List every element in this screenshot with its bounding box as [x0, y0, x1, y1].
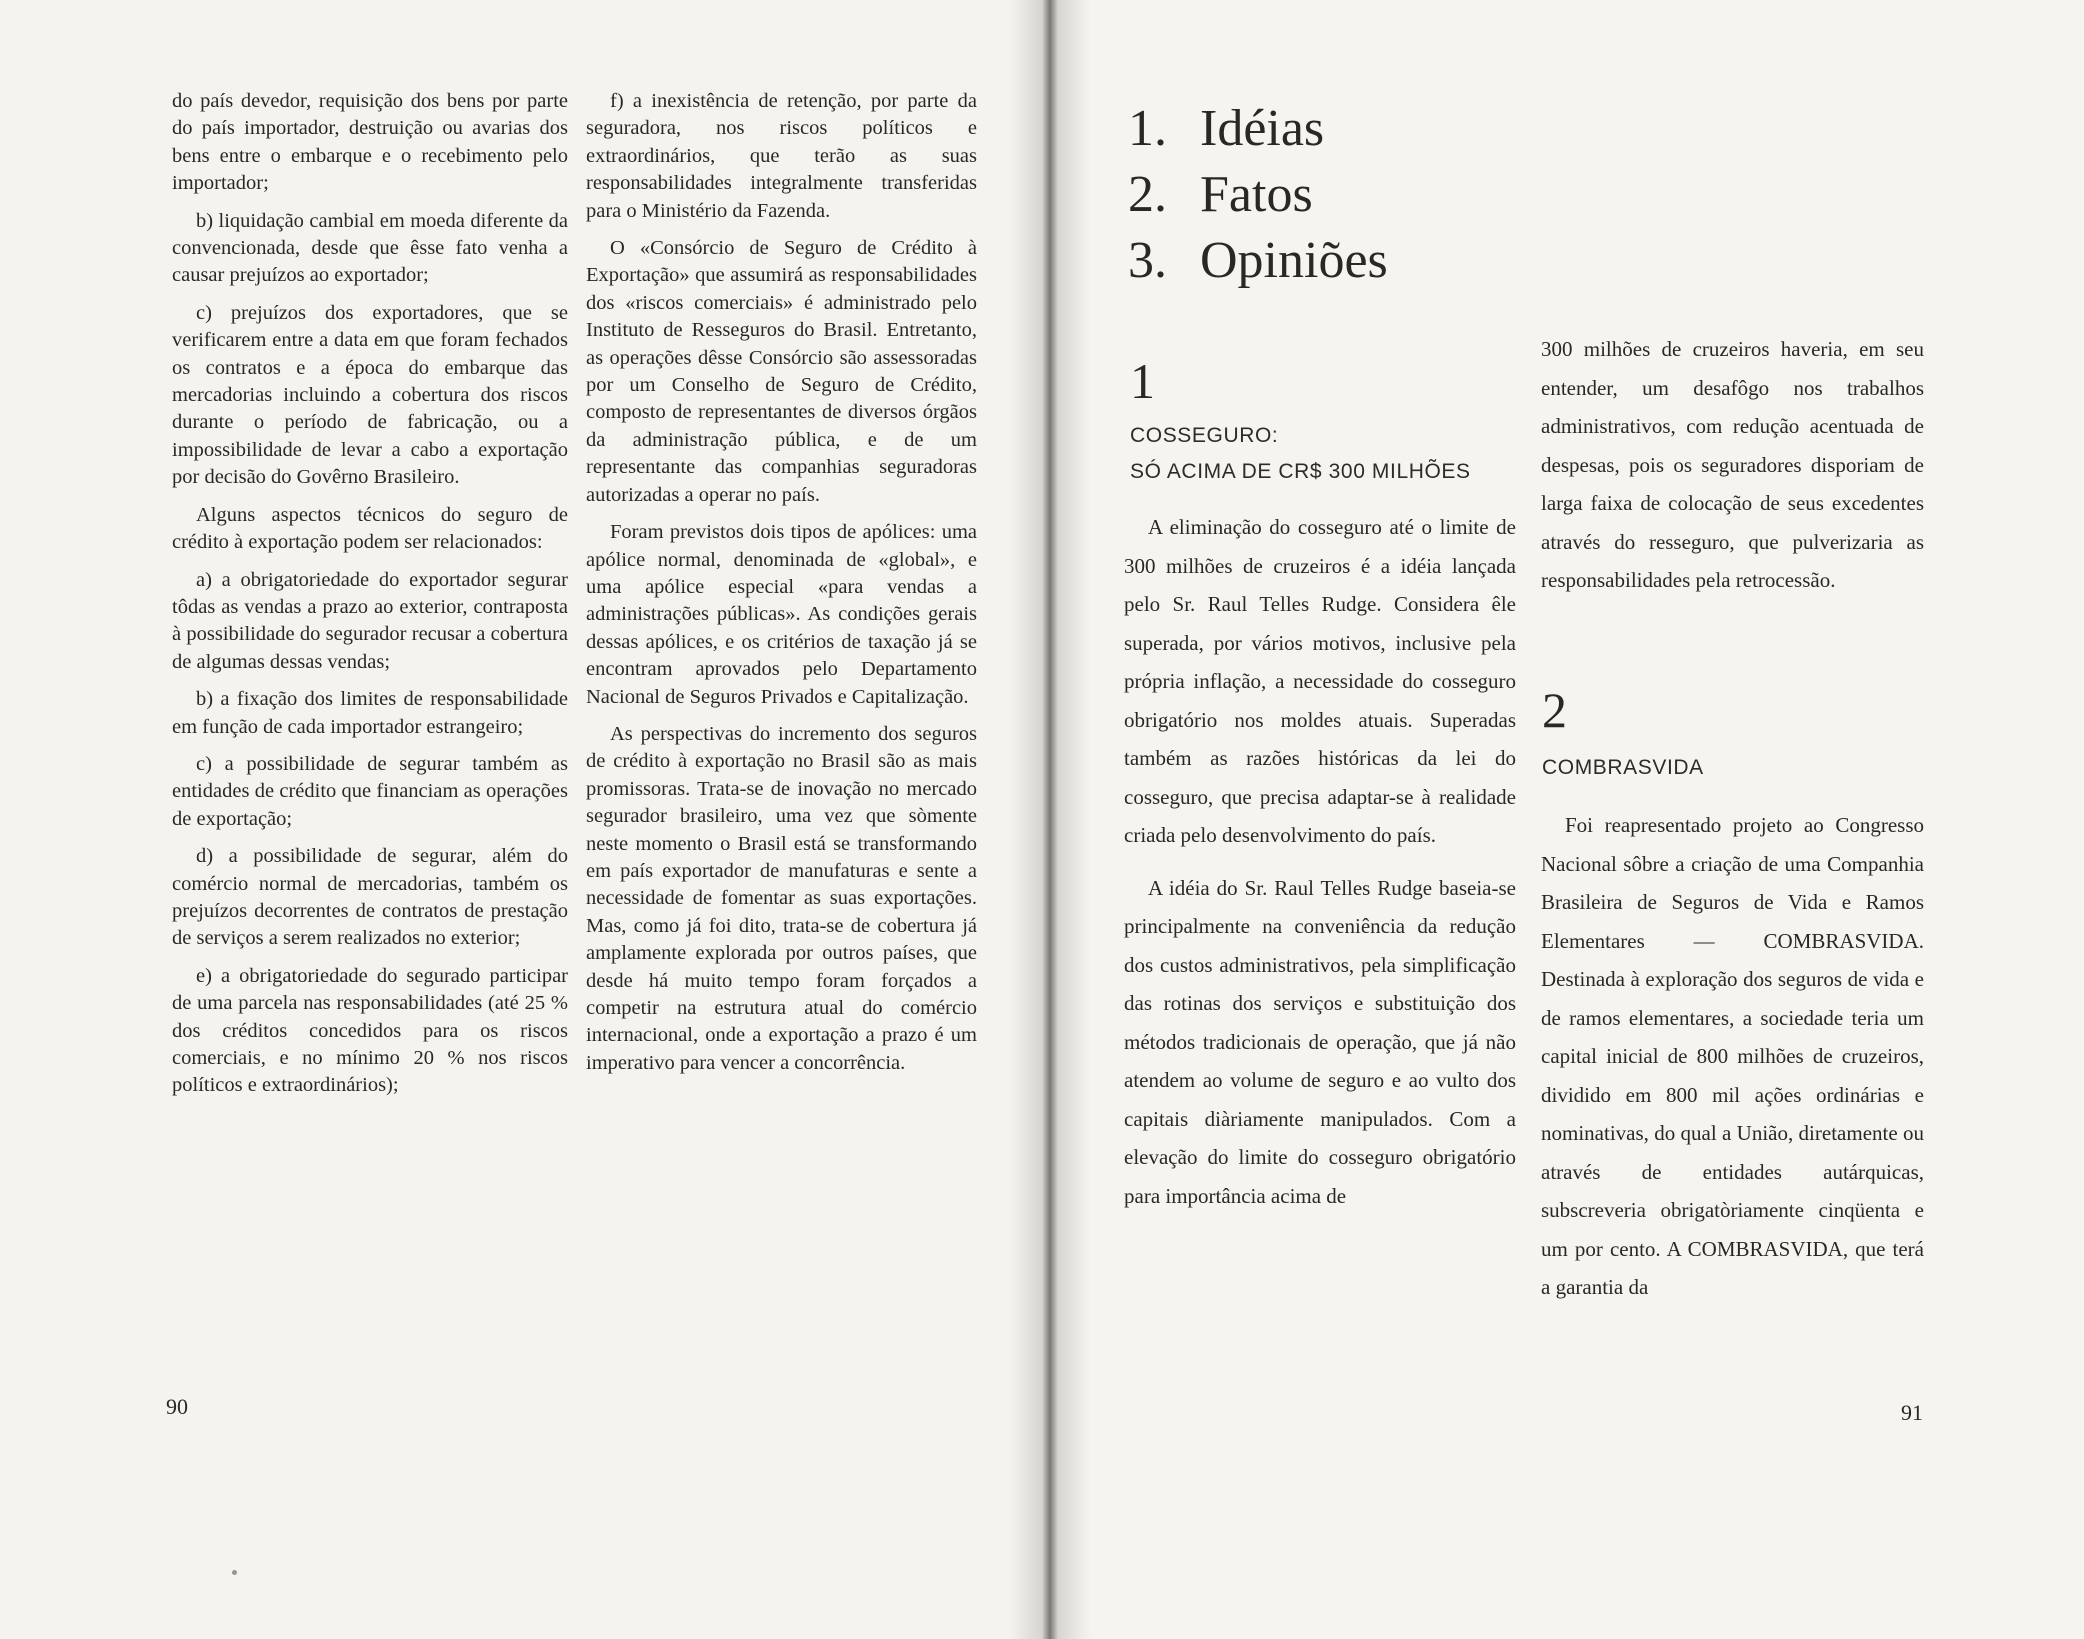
paragraph: d) a possibilidade de segurar, além do comércio normal de mercadorias, também os prejuízos decorrentes de contratos de prestação de serviços a serem realizados no exterior;: [172, 845, 568, 950]
index-item: [1128, 96, 1388, 162]
paragraph: b) a fixação dos limites de responsabilidade em função de cada importador estrangeiro;: [172, 688, 568, 738]
paragraph: Foram previstos dois tipos de apólices: uma apólice normal, denominada de «global», e uma apólice especial «para vendas a administrações públicas». As condições gerais dessas apólices, e os critérios de taxação já se encontram aprovados pelo Departamento Nacional de Seguros Privados e Capitalização.: [586, 521, 977, 708]
paragraph: b) liquidação cambial em moeda diferente da convencionada, desde que êsse fato venha a causar prejuízos ao exportador;: [172, 209, 568, 287]
paragraph: Foi reapresentado projeto ao Congresso Nacional sôbre a criação de uma Companhia Brasileira de Seguros de Vida e Ramos Elementares — COMBRASVIDA. Destinada à exploração dos seguros de vida e de ramos elementares, a sociedade teria um capital inicial de 800 milhões de cruzeiros, dividido em 800 mil ações ordinárias e nominativas, do qual a União, diretamente ou através de entidades autárquicas, subscreveria obrigatòriamente cinqüenta e um por cento. A COMBRASVIDA, que terá a garantia da: [1541, 813, 1924, 1299]
section-index: [1128, 96, 1388, 294]
paragraph: a) a obrigatoriedade do exportador segurar tôdas as vendas a prazo ao exterior, contraposta à possibilidade do segurador recusar a cobertura de algumas dessas vendas;: [172, 568, 568, 673]
index-label: Fatos: [1200, 166, 1313, 223]
right-column-1: [1124, 508, 1516, 1229]
paragraph: As perspectivas do incremento dos seguros de crédito à exportação no Brasil são as mais promissoras. Trata-se de inovação no mercado segurador brasileiro, uma vez que sòmente neste momento o Brasil está se transformando em país exportador de manufaturas e sente a necessidade de fomentar as suas exportações. Mas, como já foi dito, trata-se de cobertura já amplamente explorada por outros países, que desde há muito tempo foram forçados a competir na estrutura atual do comércio internacional, onde a exportação a prazo é um imperativo para vencer a concorrência.: [586, 722, 977, 1074]
paragraph: do país devedor, requisição dos bens por parte do país importador, destruição ou avarias dos bens entre o embarque e o recebimento pelo importador;: [172, 90, 568, 195]
right-column-2-section-2: [1541, 806, 1924, 1321]
book-gutter: [1010, 0, 1090, 1639]
paragraph: f) a inexistência de retenção, por parte da seguradora, nos riscos políticos e extraordinários, que terão as suas responsabilidades integralmente transferidas para o Ministério da Fazenda.: [586, 90, 977, 222]
paragraph: c) a possibilidade de segurar também as entidades de crédito que financiam as operações de exportação;: [172, 752, 568, 830]
index-number: 1.: [1128, 100, 1167, 157]
index-number: 3.: [1128, 232, 1167, 289]
right-column-2: [1541, 330, 1924, 614]
page-number-right: 91: [1901, 1400, 1923, 1425]
section-1-heading-line2: SÓ ACIMA DE CR$ 300 MILHÕES: [1130, 460, 1471, 483]
paragraph: e) a obrigatoriedade do segurado participar de uma parcela nas responsabilidades (até 25 % dos créditos concedidos para os riscos comerciais, e no mínimo 20 % nos riscos políticos e extraordinários);: [172, 964, 568, 1097]
paragraph: 300 milhões de cruzeiros haveria, em seu entender, um desafôgo nos trabalhos administrativos, com redução acentuada de despesas, pois os seguradores disporiam de larga faixa de colocação de seus excedentes através do resseguro, que pulverizaria as responsabilidades pela retrocessão.: [1541, 337, 1924, 592]
index-label: Idéias: [1200, 100, 1325, 157]
left-column-1: [172, 88, 568, 1110]
paragraph: c) prejuízos dos exportadores, que se verificarem entre a data em que foram fechados os contratos e a época do embarque das mercadorias incluindo a cobertura dos riscos durante o período de fabricação, ou a impossibilidade de levar a cabo a exportação por decisão do Govêrno Brasileiro.: [172, 301, 568, 489]
index-item: [1128, 162, 1388, 228]
paper-speck: [232, 1570, 237, 1575]
index-number: 2.: [1128, 166, 1167, 223]
section-1-heading: [1130, 418, 1471, 490]
index-label: Opiniões: [1200, 232, 1388, 289]
section-1-number: 1: [1130, 353, 1155, 409]
page-number-left: 90: [166, 1394, 188, 1419]
section-2-heading: COMBRASVIDA: [1542, 756, 1704, 779]
section-1-heading-line1: COSSEGURO:: [1130, 424, 1279, 447]
right-page: [1050, 0, 2084, 1639]
paragraph: O «Consórcio de Seguro de Crédito à Exportação» que assumirá as responsabilidades dos «riscos comerciais» é administrado pelo Instituto de Resseguros do Brasil. Entretanto, as operações dêsse Consórcio são assessoradas por um Conselho de Seguro de Crédito, composto de representantes de diversos órgãos da administração pública, e de um representante das companhias seguradoras autorizadas a operar no país.: [586, 237, 977, 506]
index-item: [1128, 228, 1388, 294]
paragraph: A eliminação do cosseguro até o limite de 300 milhões de cruzeiros é a idéia lançada pelo Sr. Raul Telles Rudge. Considera êle superada, por vários motivos, inclusive pela própria inflação, a necessidade do cosseguro obrigatório nos moldes atuais. Superadas também as razões históricas da lei do cosseguro, que precisa adaptar-se à realidade criada pelo desenvolvimento do país.: [1124, 515, 1516, 847]
section-2-number: 2: [1542, 682, 1567, 738]
paragraph: A idéia do Sr. Raul Telles Rudge baseia-se principalmente na conveniência da redução dos custos administrativos, pela simplificação das rotinas dos serviços e substituição dos métodos tradicionais de operação, que já não atendem ao volume de seguro e ao vulto dos capitais diàriamente manipulados. Com a elevação do limite do cosseguro obrigatório para importância acima de: [1124, 875, 1516, 1208]
paragraph: Alguns aspectos técnicos do seguro de crédito à exportação podem ser relacionados:: [172, 503, 568, 554]
left-column-2: [586, 88, 977, 1087]
